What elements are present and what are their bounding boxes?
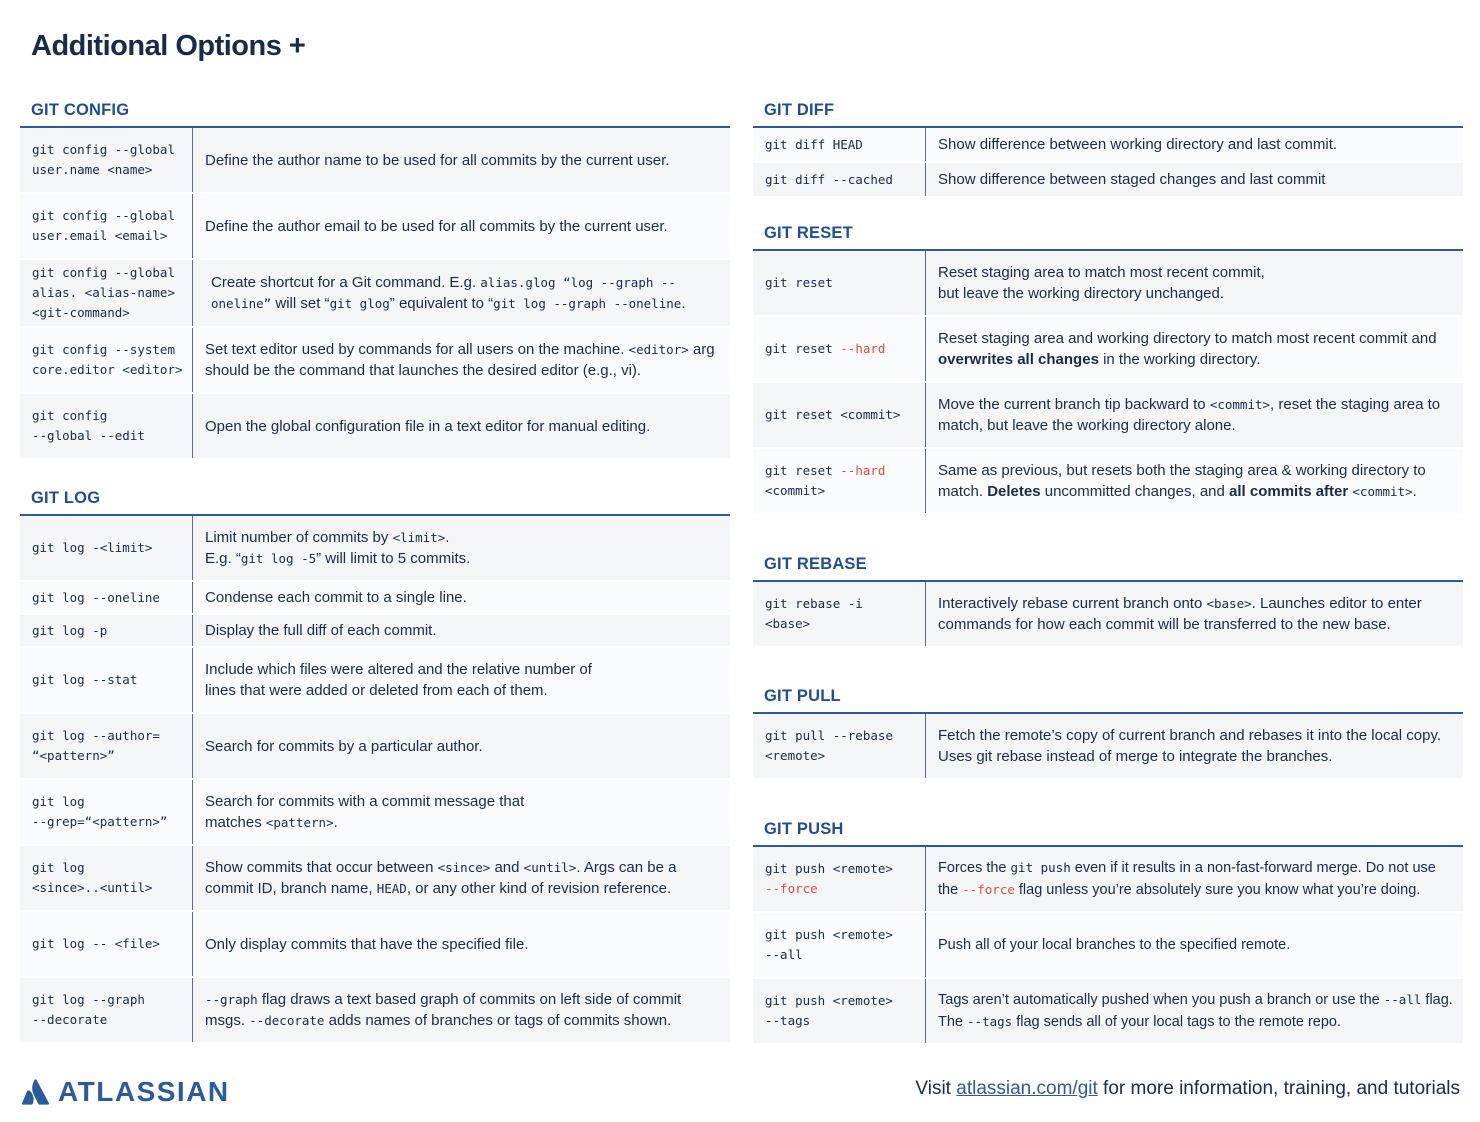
table-row (20, 912, 730, 978)
table-row (753, 979, 1463, 1045)
git-rebase-section (753, 554, 1463, 648)
description-cell: Interactively rebase current branch onto <base>. Launches editor to enter commands for how each commit will be transferred to the new base. (938, 595, 1422, 633)
description-cell: Display the full diff of each commit. (205, 622, 437, 639)
command-cell: git reset --hard <commit> (753, 449, 926, 513)
section-heading: GIT RESET (753, 223, 1463, 251)
section-heading: GIT REBASE (753, 554, 1463, 582)
description-cell: Only display commits that have the specified file. (205, 935, 529, 953)
description-cell: Set text editor used by commands for all users on the machine. <editor> arg should be the command that launches the desired editor (e.g., vi). (205, 341, 715, 379)
atlassian-logo (22, 1076, 230, 1108)
table-row (753, 383, 1463, 449)
description-cell: Search for commits with a commit message that matches <pattern>. (205, 793, 525, 831)
description-cell: Fetch the remote’s copy of current branch and rebases it into the local copy. Uses git rebase instead of merge to integrate the branches. (938, 727, 1442, 765)
table-row (20, 978, 730, 1044)
git-diff-section (753, 100, 1463, 198)
description-cell: Reset staging area to match most recent commit, but leave the working directory unchanged. (938, 264, 1265, 302)
table-row (753, 847, 1463, 913)
command-cell: git rebase -i <base> (753, 582, 926, 646)
description-cell: --graph flag draws a text based graph of commits on left side of commit msgs. --decorate adds names of branches or tags of commits shown. (205, 991, 682, 1029)
command-cell: git pull --rebase <remote> (753, 714, 926, 778)
command-cell: git log -- <file> (20, 912, 193, 976)
table-row (753, 913, 1463, 979)
description-cell: Tags aren’t automatically pushed when you push a branch or use the --all flag. The --tags flag sends all of your local tags to the remote repo. (938, 992, 1453, 1030)
logo-wordmark: ATLASSIAN (58, 1076, 230, 1107)
section-heading: GIT LOG (20, 488, 730, 516)
command-cell: git reset --hard (753, 317, 926, 381)
table-row (20, 714, 730, 780)
table-row (20, 582, 730, 615)
table-row (753, 163, 1463, 198)
command-cell: git push <remote> --all (753, 913, 926, 977)
page-title: Additional Options + (31, 30, 306, 62)
command-cell: git config --global user.email <email> (20, 194, 193, 258)
command-cell: git push <remote> --force (753, 847, 926, 911)
table-row (753, 582, 1463, 648)
table-row (20, 516, 730, 582)
description-cell: Limit number of commits by <limit>. E.g. “git log -5” will limit to 5 commits. (205, 529, 471, 567)
command-cell: git diff --cached (753, 163, 926, 196)
table-row (20, 846, 730, 912)
section-heading: GIT DIFF (753, 100, 1463, 128)
command-cell: git log --stat (20, 648, 193, 712)
description-cell: Search for commits by a particular author. (205, 737, 483, 755)
table-row (20, 328, 730, 394)
description-cell: Reset staging area and working directory to match most recent commit and overwrites all changes in the working directory. (938, 330, 1437, 368)
command-cell: git push <remote> --tags (753, 979, 926, 1043)
table-row (753, 449, 1463, 515)
section-heading: GIT CONFIG (20, 100, 730, 128)
git-push-section (753, 819, 1463, 1045)
command-cell: git log -p (20, 615, 193, 646)
git-config-section (20, 100, 730, 460)
description-cell: Push all of your local branches to the specified remote. (938, 936, 1291, 953)
command-cell: git reset (753, 251, 926, 315)
table-row (20, 780, 730, 846)
command-cell: git config --global user.name <name> (20, 128, 193, 192)
command-cell: git diff HEAD (753, 128, 926, 161)
table-row (20, 194, 730, 260)
git-reset-section (753, 223, 1463, 515)
command-cell: git log --grep=“<pattern>” (20, 780, 193, 844)
description-cell: Show difference between staged changes and last commit (938, 171, 1326, 188)
table-row (753, 251, 1463, 317)
command-cell: git log --graph --decorate (20, 978, 193, 1042)
table-row (20, 615, 730, 648)
description-cell: Move the current branch tip backward to <commit>, reset the staging area to match, but leave the working directory alone. (938, 396, 1441, 434)
atlassian-git-link[interactable]: atlassian.com/git (956, 1078, 1098, 1099)
atlassian-logo-icon (22, 1077, 50, 1107)
description-cell: Open the global configuration file in a text editor for manual editing. (205, 417, 651, 435)
description-cell: Same as previous, but resets both the staging area & working directory to match. Deletes uncommitted changes, and all commits after <commit>. (938, 462, 1426, 500)
git-pull-section (753, 686, 1463, 780)
description-cell: Show commits that occur between <since> and <until>. Args can be a commit ID, branch name, HEAD, or any other kind of revision reference. (205, 859, 677, 897)
command-cell: git config --system core.editor <editor> (20, 328, 193, 392)
command-cell: git log --oneline (20, 582, 193, 613)
table-row (753, 317, 1463, 383)
command-cell: git config --global --edit (20, 394, 193, 458)
table-row (20, 128, 730, 194)
table-row (20, 260, 730, 328)
command-cell: git log --author= “<pattern>” (20, 714, 193, 778)
command-cell: git log <since>..<until> (20, 846, 193, 910)
table-row (20, 394, 730, 460)
command-cell: git config --global alias. <alias-name> <git-command> (20, 260, 193, 326)
git-log-section (20, 488, 730, 1044)
section-heading: GIT PULL (753, 686, 1463, 714)
footer-note: Visit atlassian.com/git for more information, training, and tutorials (915, 1078, 1460, 1099)
command-cell: git log -<limit> (20, 516, 193, 580)
description-cell: Show difference between working directory and last commit. (938, 136, 1338, 153)
description-cell: Condense each commit to a single line. (205, 589, 467, 606)
description-cell: Define the author email to be used for all commits by the current user. (205, 217, 668, 235)
description-cell: Define the author name to be used for all commits by the current user. (205, 151, 670, 169)
description-cell: Forces the git push even if it results in a non-fast-forward merge. Do not use the --force flag unless you’re absolutely sure you know what you’re doing. (938, 860, 1436, 898)
command-cell: git reset <commit> (753, 383, 926, 447)
table-row (753, 714, 1463, 780)
description-cell: Create shortcut for a Git command. E.g. alias.glog “log --graph --oneline” will set “git glog” equivalent to “git log --graph --oneline. (211, 274, 686, 312)
description-cell: Include which files were altered and the relative number of lines that were added or deleted from each of them. (205, 661, 592, 699)
section-heading: GIT PUSH (753, 819, 1463, 847)
table-row (20, 648, 730, 714)
table-row (753, 128, 1463, 163)
